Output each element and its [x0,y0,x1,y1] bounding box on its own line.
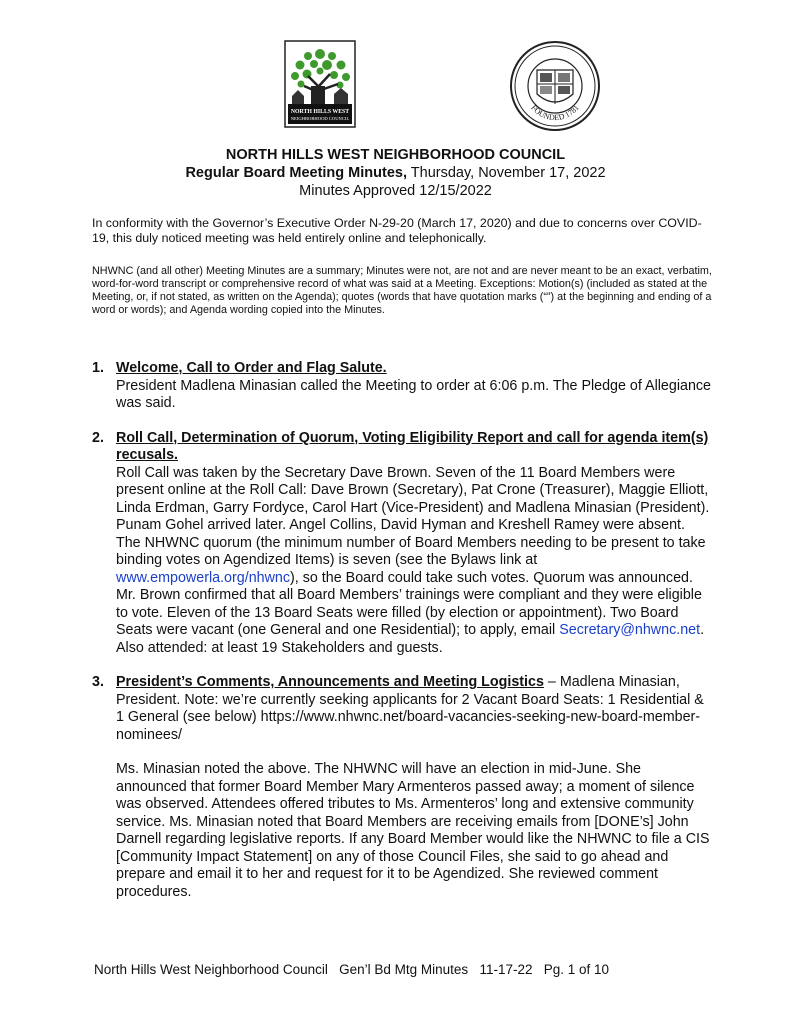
logo-line-1: NORTH HILLS WEST [290,109,350,115]
item-number: 1. [92,360,104,376]
meeting-subtitle [0,164,791,182]
item-number: 2. [92,429,104,446]
meeting-date: Thursday, November 17, 2022 [407,165,606,181]
agenda-item-3 [92,674,712,901]
agenda-item-1 [92,360,712,413]
empowerla-link[interactable]: www.empowerla.org/nhwnc [116,569,291,586]
intro-paragraph: In conformity with the Governor’s Executive Order N-29-20 (March 17, 2020) and due to concerns over COVID-19, this duly noticed meeting was held entirely online and telephonically. [92,216,702,245]
disclaimer-paragraph: NHWNC (and all other) Meeting Minutes are a summary; Minutes were not, are not and are never meant to be an exact, verbatim, word-for-word transcript or comprehensive record of what was said at a Meeting. Exceptions: Motion(s) (included as stated at the Meeting, or, if not stated, as written on the Agenda); quotes (words that have quotation marks (“”) at the beginning and ending of a word or words); and Agenda wording copied into the Minutes. [92,265,712,317]
page-footer [94,962,609,977]
body-text-1: Roll Call was taken by the Secretary Dave Brown. Seven of the 11 Board Members were present online at the Roll Call: Dave Brown (Secretary), Pat Crone (Treasurer), Maggie Elliott, Linda Erdman, Garry Fordyce, Carol Hart (Vice-President) and Madlena Minasian (President). Punam Gohel arrived later. Angel Collins, David Hyman and Kreshell Ramey were absent. The NHWNC quorum (the minimum number of Board Members needing to be present to take binding votes on Agendized Items) is seven (see the Bylaws link at [116,464,710,568]
council-title: NORTH HILLS WEST NEIGHBORHOOD COUNCIL [225,147,566,163]
item-body [116,674,712,744]
item-heading: Roll Call, Determination of Quorum, Voting Eligibility Report and call for agenda item(s) recusals. [116,429,709,463]
item-body [116,465,712,658]
item-heading: Welcome, Call to Order and Flag Salute. [116,360,387,376]
seal-bottom-text: FOUNDED 1781 [529,103,581,123]
footer-date: 11-17-22 [479,962,533,977]
body-text-3: . Also attended: at least 19 Stakeholders and guests. [116,622,705,656]
item-heading: President’s Comments, Announcements and Meeting Logistics [116,674,544,690]
subtitle-label: Regular Board Meeting Minutes, [185,165,407,181]
logo-line-2: NEIGHBORHOOD COUNCIL [290,116,350,121]
agenda-items [92,360,712,918]
footer-page: Pg. 1 of 10 [543,962,610,977]
body-text: – Madlena Minasian, President. Note: we’re currently seeking applicants for 2 Vacant Board Seats: 1 Residential & 1 General (see below) https://www.nhwnc.net/board-vacancies-seeking-new-board-member-nominees/ [116,674,704,743]
footer-doc: Gen’l Bd Mtg Minutes [339,962,469,977]
body-text-2: ), so the Board could take such votes. Quorum was announced. Mr. Brown confirmed that all Board Members’ trainings were compliant and they were eligible to vote. Eleven of the 13 Board Seats were filled (by election or appointment). Two Board Seats were vacant (one General and one Residential); to apply, email [116,569,702,638]
approval-line: Minutes Approved 12/15/2022 [299,183,492,199]
item-paragraph-2: Ms. Minasian noted the above. The NHWNC will have an election in mid-June. She announced that former Board Member Mary Armenteros passed away; a moment of silence was observed. Attendees offered tributes to Ms. Armenteros’ long and extensive community service. Ms. Minasian noted that Board Members are receiving emails from [DONE’s] John Darnell regarding legislative reports. If any Board Member would like the NHWNC to file a CIS [Community Impact Statement] on any of those Council Files, she said to go ahead and prepare and email it to her and request for it to be Agendized. She reviewed comment procedures. [116,761,710,900]
nhwnc-logo [284,40,356,128]
agenda-item-2 [92,430,712,658]
document-header [0,146,791,200]
footer-org: North Hills West Neighborhood Council [94,962,328,977]
item-body: President Madlena Minasian called the Meeting to order at 6:06 p.m. The Pledge of Allegiance was said. [116,377,712,411]
city-seal [509,40,601,132]
secretary-email-link[interactable]: Secretary@nhwnc.net [559,622,701,638]
seal-top-text [509,40,595,42]
item-number: 3. [92,674,104,690]
